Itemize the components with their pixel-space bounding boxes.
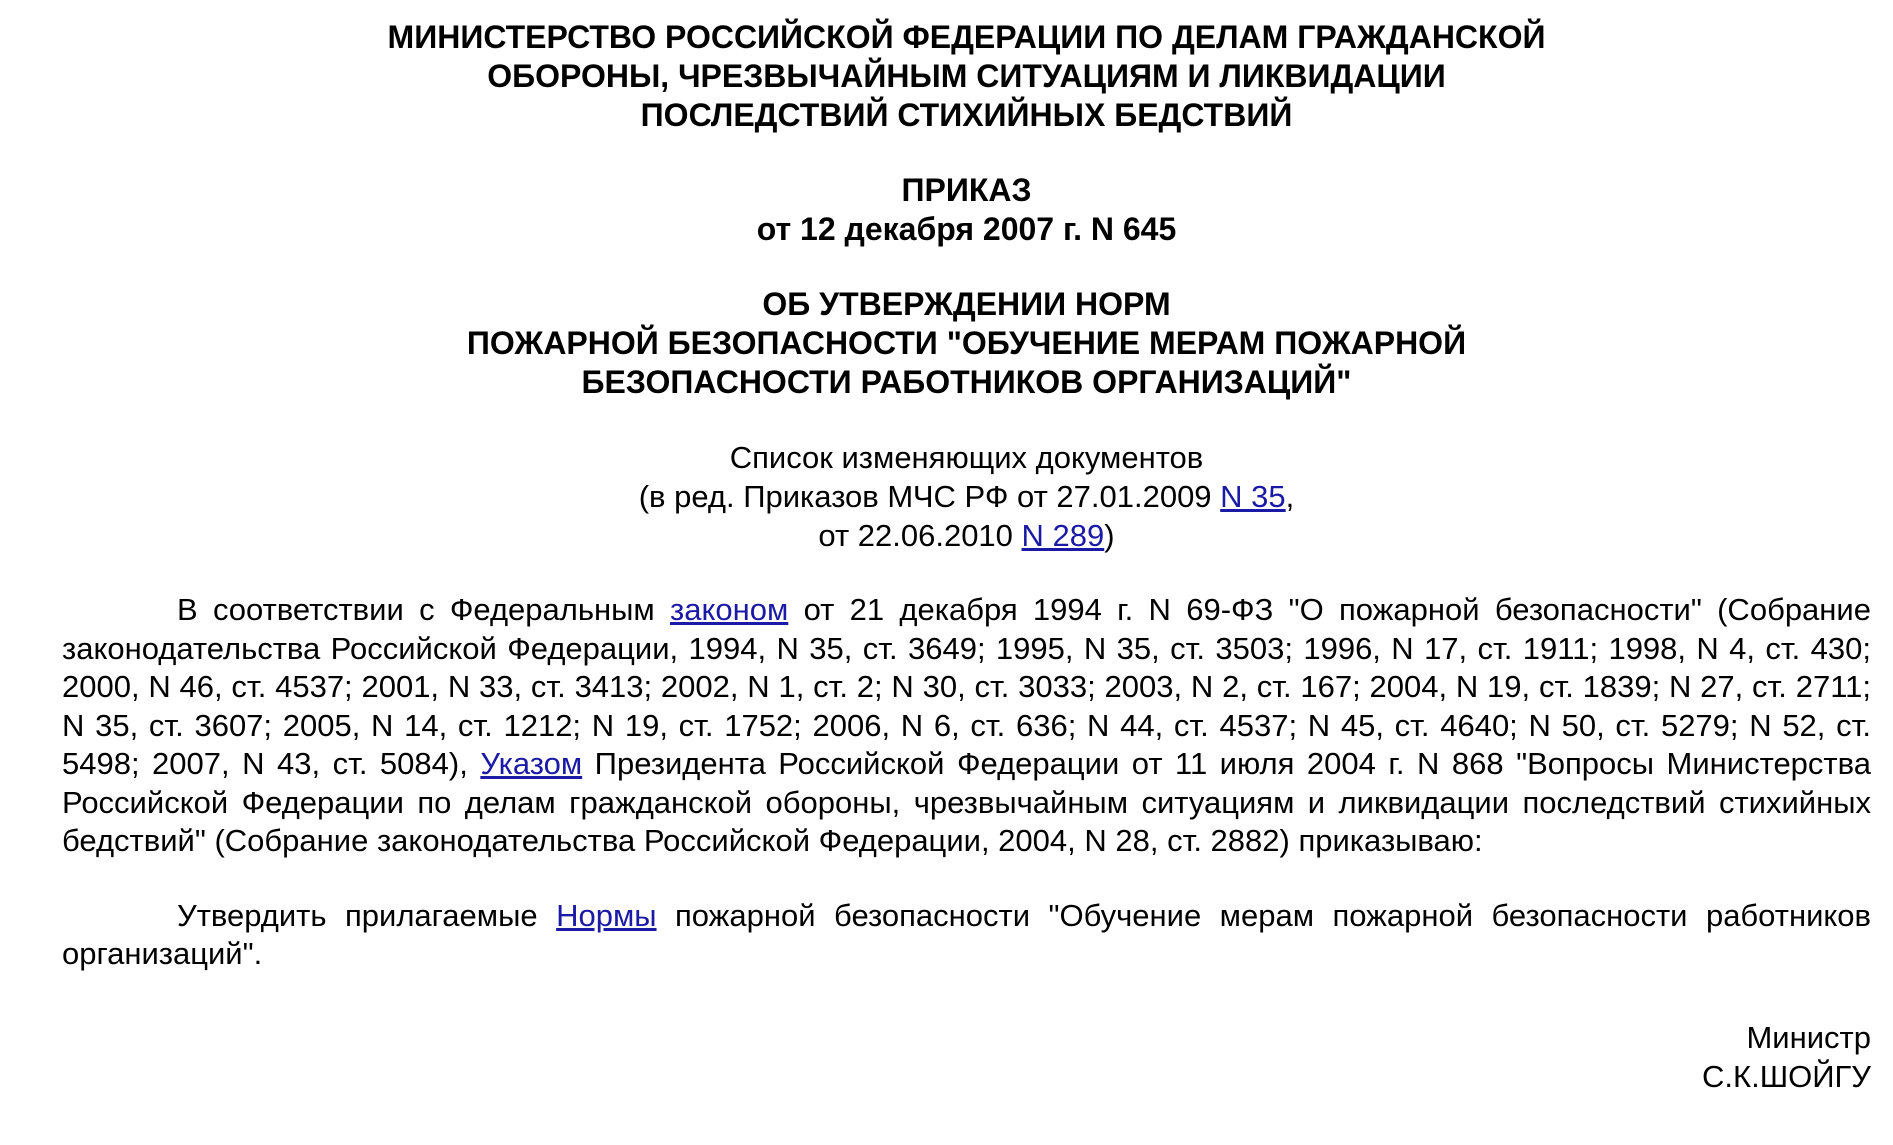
- doc-title: [62, 285, 1871, 402]
- paragraph-basis-middle: от 21 декабря 1994 г. N 69-ФЗ "О пожарной безопасности" (Собрание законодательства Российской Федерации, 1994, N 35, ст. 3649; 1995, N 35, ст. 3503; 1996, N 17, ст. 1911; 1998, N 4, ст. 430; 2000, N 46, ст. 4537; 2001, N 33, ст. 3413; 2002, N 1, ст. 2; N 30, ст. 3033; 2003, N 2, ст. 167; 2004, N 19, ст. 1839; N 27, ст. 2711; N 35, ст. 3607; 2005, N 14, ст. 1212; N 19, ст. 1752; 2006, N 6, ст. 636; N 44, ст. 4537; N 45, ст. 4640; N 50, ст. 5279; N 52, ст. 5498; 2007, N 43, ст. 5084),: [62, 592, 1871, 781]
- ministry-line-3: ПОСЛЕДСТВИЙ СТИХИЙНЫХ БЕДСТВИЙ: [640, 97, 1293, 133]
- signature-position: Министр: [1746, 1019, 1871, 1055]
- norms-link[interactable]: Нормы: [556, 897, 657, 933]
- title-line-2: ПОЖАРНОЙ БЕЗОПАСНОСТИ "ОБУЧЕНИЕ МЕРАМ ПОЖАРНОЙ: [466, 325, 1467, 361]
- title-line-3: БЕЗОПАСНОСТИ РАБОТНИКОВ ОРГАНИЗАЦИЙ": [581, 364, 1352, 400]
- changes-line-3-prefix: от 22.06.2010: [818, 518, 1022, 553]
- changes-line-3: [62, 516, 1871, 555]
- order-289-link[interactable]: N 289: [1021, 518, 1105, 553]
- paragraph-approve-prefix: Утвердить прилагаемые: [177, 897, 557, 933]
- changes-line-2-suffix: ,: [1285, 479, 1295, 514]
- doc-type: ПРИКАЗ: [901, 172, 1032, 208]
- ministry-line-2: ОБОРОНЫ, ЧРЕЗВЫЧАЙНЫМ СИТУАЦИЯМ И ЛИКВИДАЦИИ: [487, 58, 1446, 94]
- changes-line-2-prefix: (в ред. Приказов МЧС РФ от 27.01.2009: [638, 479, 1221, 514]
- ministry-line-1: МИНИСТЕРСТВО РОССИЙСКОЙ ФЕДЕРАЦИИ ПО ДЕЛАМ ГРАЖДАНСКОЙ: [387, 19, 1546, 55]
- ministry-header: [62, 18, 1871, 135]
- decree-link[interactable]: Указом: [480, 746, 583, 781]
- paragraph-approve-suffix: пожарной безопасности "Обучение мерам пожарной безопасности работников организаций".: [62, 897, 1871, 971]
- paragraph-basis-suffix: Президента Российской Федерации от 11 июля 2004 г. N 868 "Вопросы Министерства Российской Федерации по делам гражданской обороны, чрезвычайным ситуациям и ликвидации последствий стихийных бедствий" (Собрание законодательства Российской Федерации, 2004, N 28, ст. 2882) приказываю:: [62, 746, 1871, 858]
- changes-line-2: [62, 477, 1871, 516]
- signature-name: С.К.ШОЙГУ: [1702, 1058, 1871, 1094]
- changes-line-3-suffix: ): [1104, 518, 1115, 553]
- order-35-link[interactable]: N 35: [1220, 479, 1286, 514]
- law-link[interactable]: законом: [670, 592, 789, 627]
- title-line-1: ОБ УТВЕРЖДЕНИИ НОРМ: [762, 286, 1171, 322]
- paragraph-approve: [62, 897, 1871, 974]
- order-header: [62, 171, 1871, 249]
- paragraph-basis-prefix: В соответствии с Федеральным: [177, 592, 671, 627]
- changes-list: [62, 438, 1871, 555]
- signature-block: [62, 1018, 1871, 1096]
- paragraph-basis: [62, 591, 1871, 861]
- doc-date-number: от 12 декабря 2007 г. N 645: [756, 211, 1177, 247]
- changes-heading: Список изменяющих документов: [729, 440, 1204, 475]
